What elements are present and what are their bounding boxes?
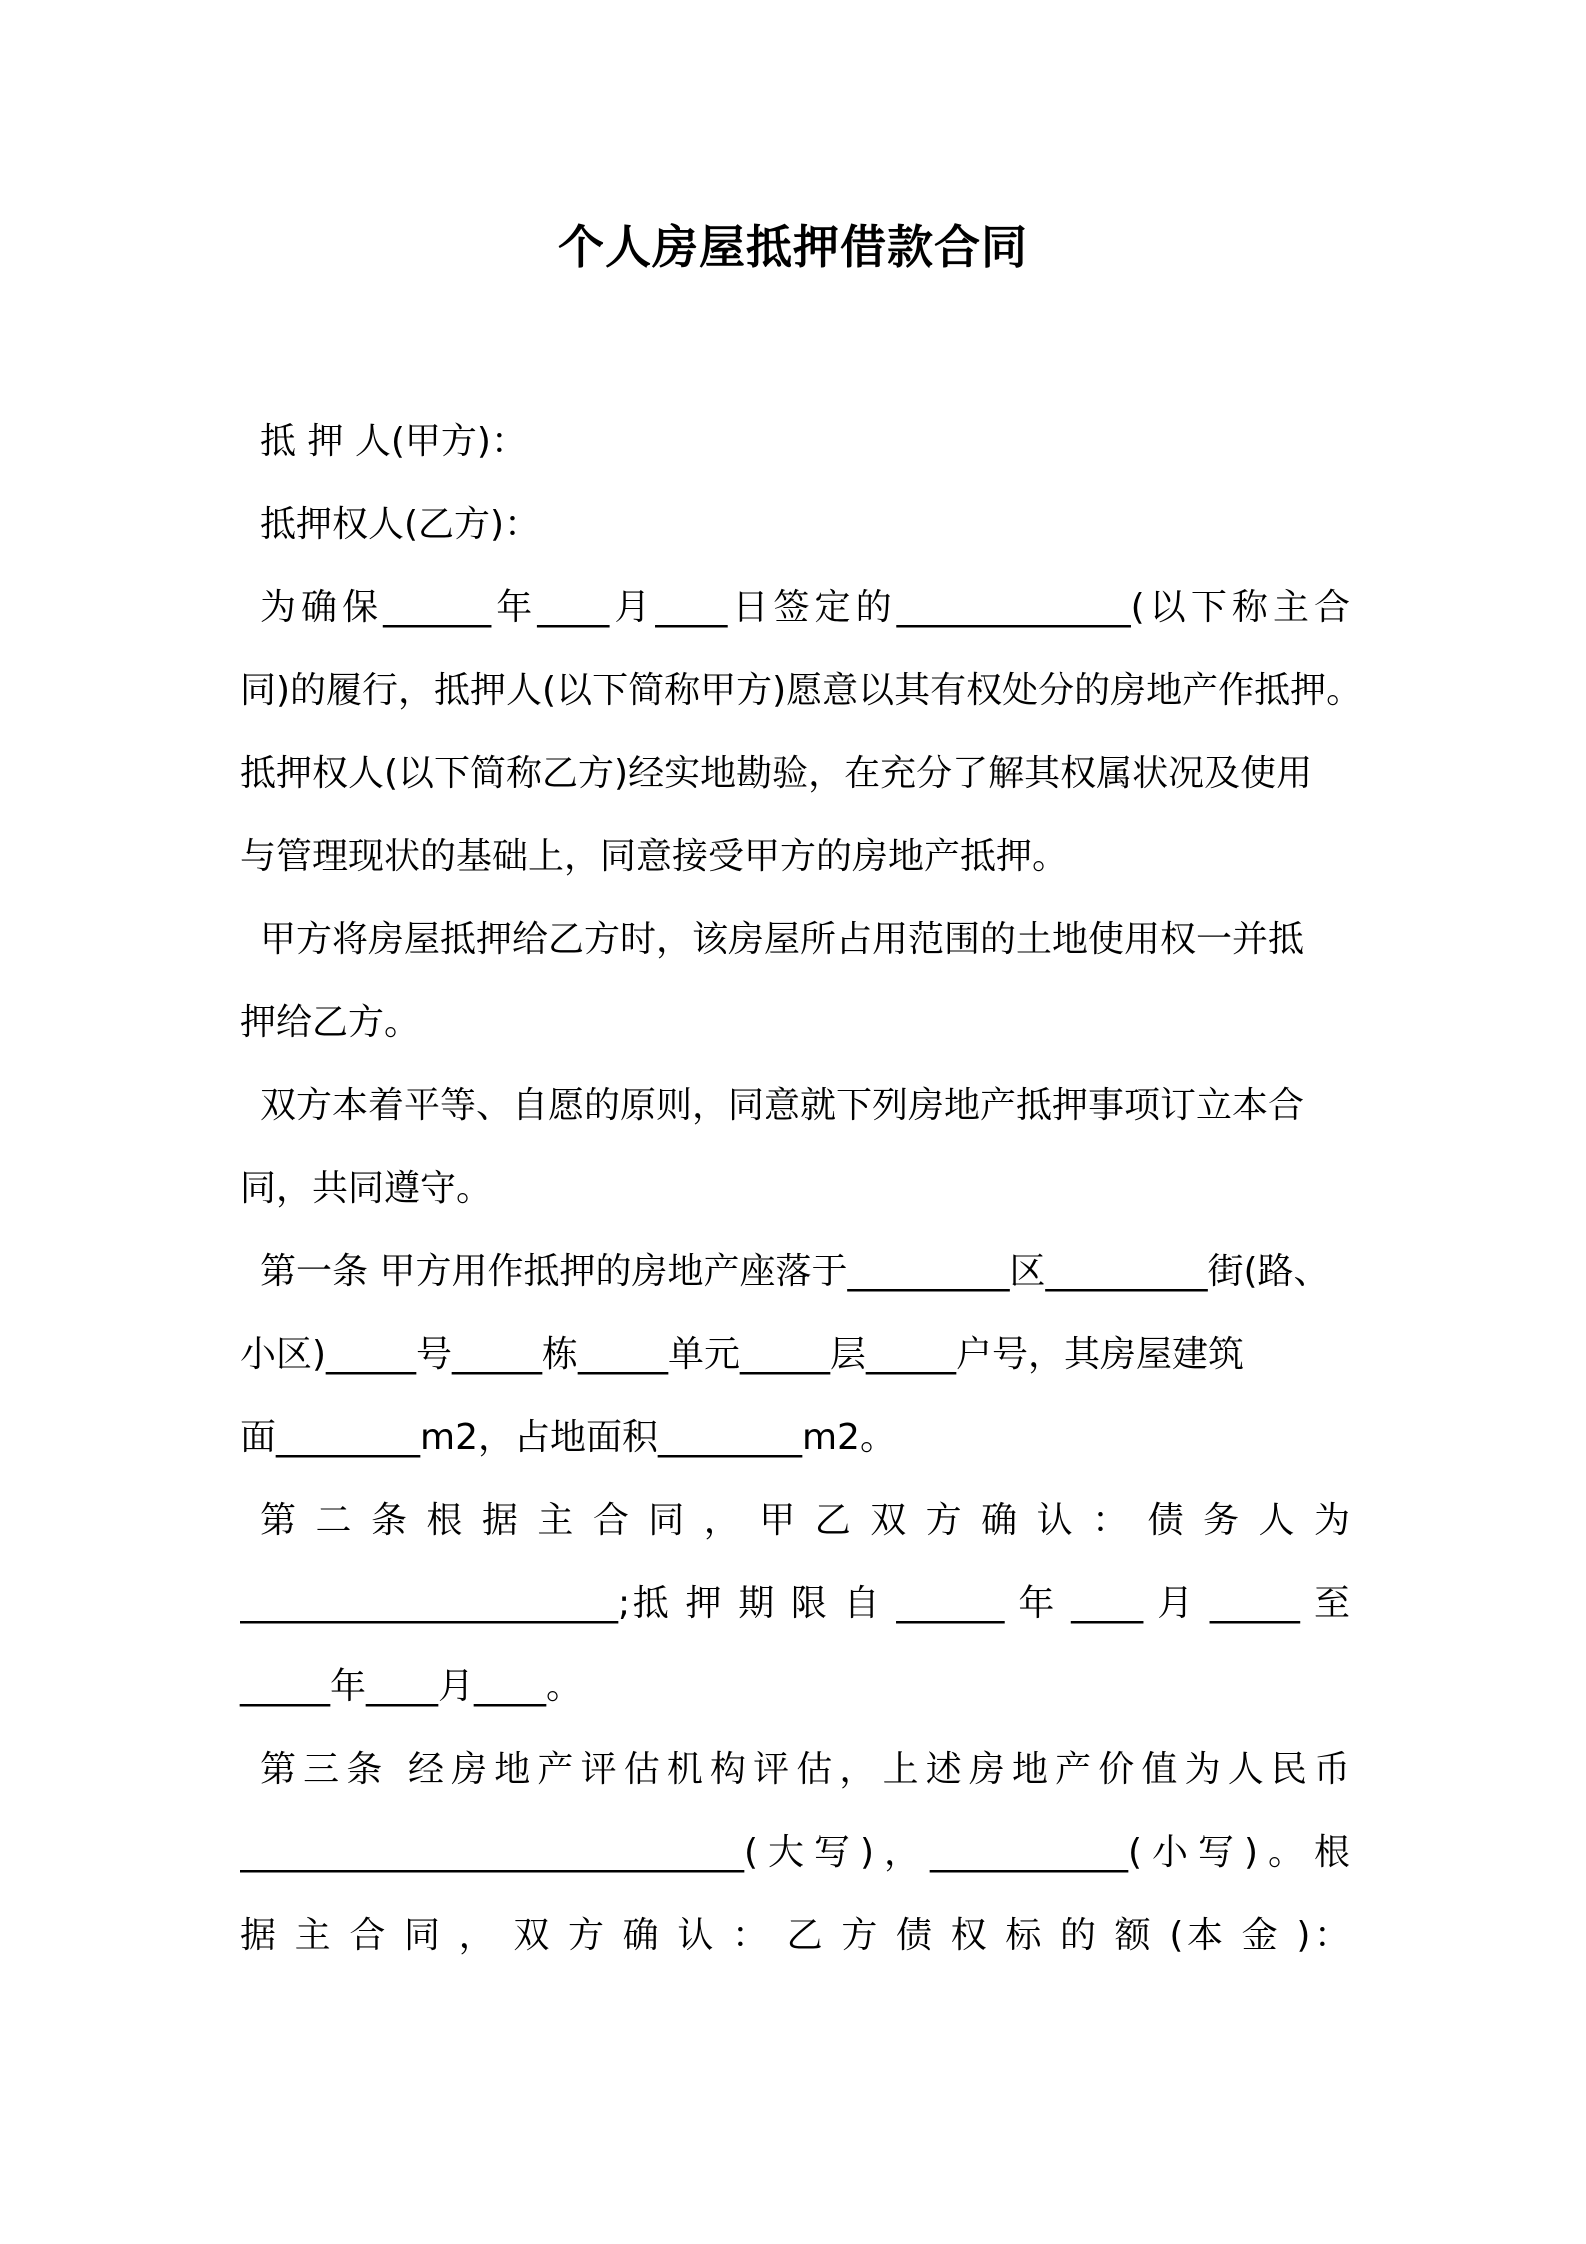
article-2-line: _____年____月____。 xyxy=(240,1666,582,1707)
paragraph-line: 抵押权人(以下简称乙方)经实地勘验，在充分了解其权属状况及使用 xyxy=(240,753,1313,794)
paragraph-line: 为确保______年____月____日签定的_____________(以下称主合 xyxy=(260,587,1350,628)
paragraph-line: 与管理现状的基础上，同意接受甲方的房地产抵押。 xyxy=(240,836,1069,877)
article-3-line: 第三条 经房地产评估机构评估，上述房地产价值为人民币 xyxy=(260,1749,1350,1790)
paragraph-line: 甲方将房屋抵押给乙方时，该房屋所占用范围的土地使用权一并抵 xyxy=(260,919,1305,960)
paragraph-line: 押给乙方。 xyxy=(240,1002,421,1043)
article-2-line: _____________________;抵 押 期 限 自 ______ 年 ____ 月 _____ 至 xyxy=(240,1583,1350,1624)
article-1-line: 小区)_____号_____栋_____单元_____层_____户号，其房屋建筑 xyxy=(240,1334,1245,1375)
paragraph-line: 双方本着平等、自愿的原则，同意就下列房地产抵押事项订立本合 xyxy=(260,1085,1305,1126)
party-a-line: 抵 押 人(甲方)： xyxy=(260,421,527,462)
article-3-line: ____________________________(大写)，___________(小写)。根 xyxy=(240,1832,1350,1873)
article-2-line: 第 二 条 根 据 主 合 同 ， 甲 乙 双 方 确 认 ： 债 务 人 为 xyxy=(260,1500,1350,1541)
party-b-line: 抵押权人(乙方)： xyxy=(260,504,541,545)
article-1-line: 第一条 甲方用作抵押的房地产座落于_________区_________街(路、 xyxy=(260,1251,1330,1292)
article-3-line: 据 主 合 同 ， 双 方 确 认 ： 乙 方 债 权 标 的 额 (本 金 )： xyxy=(240,1915,1350,1956)
document-body xyxy=(240,400,1363,1977)
paragraph-line: 同，共同遵守。 xyxy=(240,1168,493,1209)
article-1-line: 面________m2，占地面积________m2。 xyxy=(240,1417,896,1458)
document-title: 个人房屋抵押借款合同 xyxy=(558,220,1028,274)
paragraph-line: 同)的履行，抵押人(以下简称甲方)愿意以其有权处分的房地产作抵押。 xyxy=(240,670,1363,711)
